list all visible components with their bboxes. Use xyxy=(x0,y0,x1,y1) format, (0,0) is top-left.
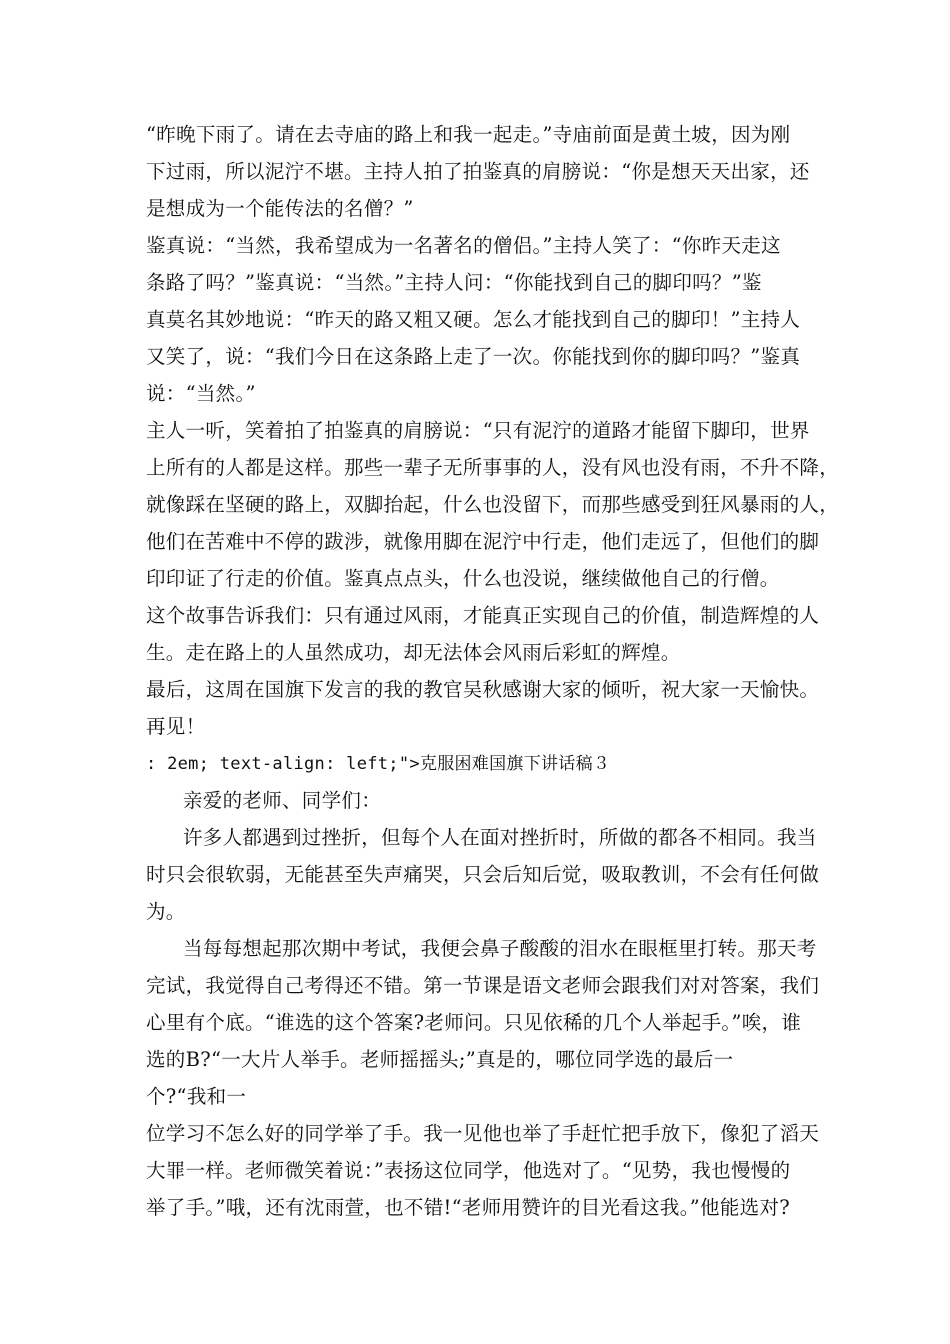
text-line: 他们在苦难中不停的跋涉，就像用脚在泥泞中行走，他们走远了，但他们的脚 xyxy=(146,530,820,553)
text-line: 鉴真说：“当然，我希望成为一名著名的僧侣。”主持人笑了：“你昨天走这 xyxy=(146,234,781,257)
text-line: 个?“我和一 xyxy=(146,1085,247,1108)
text-line: 说：“当然。” xyxy=(146,382,256,405)
text-line: 为。 xyxy=(146,900,186,923)
text-line: 选的B?“一大片人举手。老师摇摇头;”真是的，哪位同学选的最后一 xyxy=(146,1048,734,1071)
text-line: 再见！ xyxy=(146,715,206,738)
text-line: 心里有个底。“谁选的这个答案?老师问。只见依稀的几个人举起手。”唉，谁 xyxy=(146,1011,802,1034)
section-heading: : 2em; text-align: left;">克服困难国旗下讲话稿３ xyxy=(146,754,611,774)
text-line: 又笑了，说：“我们今日在这条路上走了一次。你能找到你的脚印吗？”鉴真 xyxy=(146,345,801,368)
text-line: 时只会很软弱，无能甚至失声痛哭，只会后知后觉，吸取教训，不会有任何做 xyxy=(146,863,820,886)
text-line: 最后，这周在国旗下发言的我的教官吴秋感谢大家的倾听，祝大家一天愉快。 xyxy=(146,678,820,701)
text-line: 许多人都遇到过挫折，但每个人在面对挫折时，所做的都各不相同。我当 xyxy=(183,826,817,849)
text-line: 真莫名其妙地说：“昨天的路又粗又硬。怎么才能找到自己的脚印！”主持人 xyxy=(146,308,801,331)
text-line: 这个故事告诉我们：只有通过风雨，才能真正实现自己的价值，制造辉煌的人 xyxy=(146,604,820,627)
text-line: 主人一听，笑着拍了拍鉴真的肩膀说：“只有泥泞的道路才能留下脚印，世界 xyxy=(146,419,810,442)
text-line: 是想成为一个能传法的名僧？” xyxy=(146,197,414,220)
text-line: 举了手。”哦，还有沈雨萱，也不错!“老师用赞许的目光看这我。”他能选对? xyxy=(146,1196,790,1219)
text-line: 位学习不怎么好的同学举了手。我一见他也举了手赶忙把手放下，像犯了滔天 xyxy=(146,1122,820,1145)
salutation: 亲爱的老师、同学们： xyxy=(183,789,382,812)
text-line: 大罪一样。老师微笑着说：”表扬这位同学，他选对了。“见势，我也慢慢的 xyxy=(146,1159,791,1182)
text-line: “昨晚下雨了。请在去寺庙的路上和我一起走。”寺庙前面是黄土坡，因为刚 xyxy=(146,123,791,146)
text-line: 就像踩在坚硬的路上，双脚抬起，什么也没留下，而那些感受到狂风暴雨的人， xyxy=(146,493,840,516)
text-line: 下过雨，所以泥泞不堪。主持人拍了拍鉴真的肩膀说：“你是想天天出家，还 xyxy=(146,160,810,183)
text-line: 印印证了行走的价值。鉴真点点头，什么也没说，继续做他自己的行僧。 xyxy=(146,567,780,590)
text-line: 条路了吗？”鉴真说：“当然。”主持人问：“你能找到自己的脚印吗？”鉴 xyxy=(146,271,762,294)
text-line: 上所有的人都是这样。那些一辈子无所事事的人，没有风也没有雨，不升不降， xyxy=(146,456,840,479)
text-line: 当每每想起那次期中考试，我便会鼻子酸酸的泪水在眼框里打转。那天考 xyxy=(183,937,817,960)
text-line: 生。走在路上的人虽然成功，却无法体会风雨后彩虹的辉煌。 xyxy=(146,641,681,664)
text-line: 完试，我觉得自己考得还不错。第一节课是语文老师会跟我们对对答案，我们 xyxy=(146,974,820,997)
